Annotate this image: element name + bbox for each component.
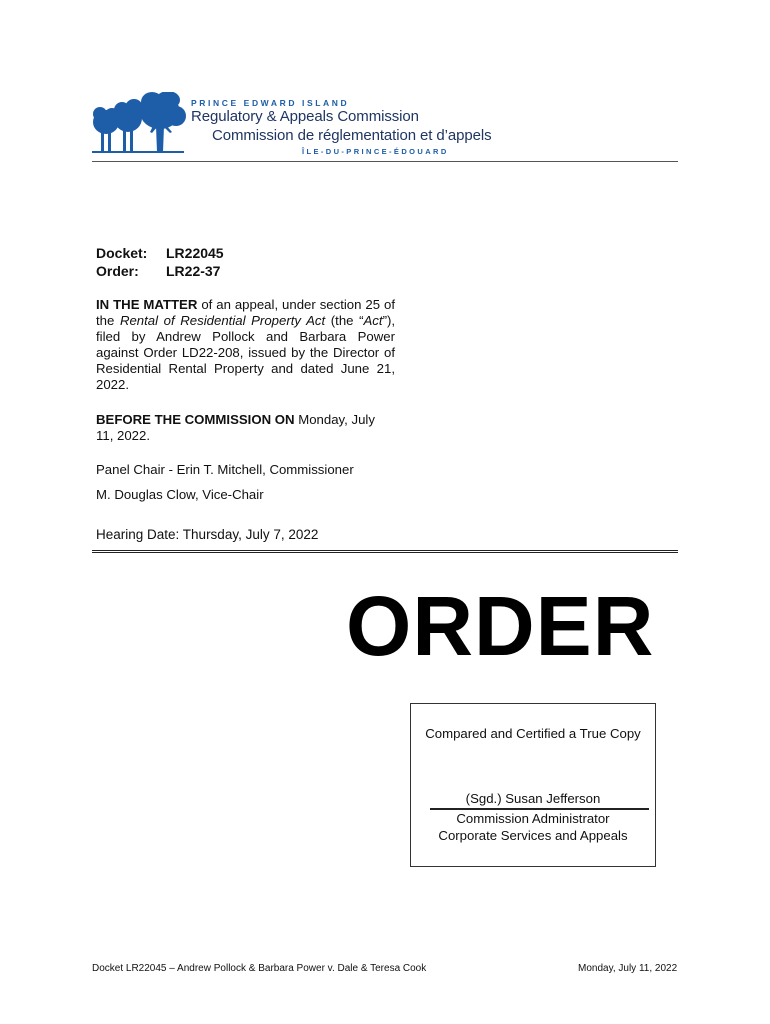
- order-label: Order:: [96, 263, 139, 279]
- certification-box: [410, 703, 656, 867]
- footer-date: Monday, July 11, 2022: [578, 963, 678, 974]
- docket-row: [96, 245, 224, 261]
- hearing-date: Hearing Date: Thursday, July 7, 2022: [96, 527, 319, 542]
- org-bottom-label: ÎLE-DU-PRINCE-ÉDOUARD: [302, 147, 449, 156]
- org-name-english: Regulatory & Appeals Commission: [191, 108, 419, 125]
- order-title: ORDER: [346, 579, 655, 673]
- act-short-name: Act: [363, 313, 383, 328]
- certification-heading: Compared and Certified a True Copy: [425, 726, 641, 741]
- org-top-label: PRINCE EDWARD ISLAND: [191, 98, 350, 108]
- before-commission-paragraph: [96, 412, 395, 444]
- docket-number: LR22045: [166, 245, 224, 261]
- before-lead: BEFORE THE COMMISSION ON: [96, 412, 295, 427]
- signer-title: Commission Administrator: [456, 811, 610, 826]
- header-divider: [92, 161, 678, 162]
- docket-label: Docket:: [96, 245, 148, 261]
- vice-chair: M. Douglas Clow, Vice-Chair: [96, 487, 264, 502]
- section-divider: [92, 550, 678, 553]
- signature-rule: [430, 808, 649, 810]
- matter-paragraph: [96, 297, 395, 393]
- act-name: Rental of Residential Property Act: [119, 313, 326, 328]
- before-date: Monday, July 11, 2022.: [96, 412, 375, 443]
- panel-chair: Panel Chair - Erin T. Mitchell, Commissioner: [96, 462, 354, 477]
- signature-line: (Sgd.) Susan Jefferson: [465, 791, 601, 806]
- matter-text-3: ”), filed by Andrew Pollock and Barbara Power against Order LD22-208, issued by the Director of Residential Rental Property and dated June 21, 2022.: [96, 313, 396, 392]
- signer-department: Corporate Services and Appeals: [438, 828, 628, 843]
- order-row: [96, 263, 220, 279]
- org-name-french: Commission de réglementation et d’appels: [212, 127, 492, 144]
- matter-lead: IN THE MATTER: [96, 297, 198, 312]
- footer-case-name: Docket LR22045 – Andrew Pollock & Barbara Power v. Dale & Teresa Cook: [92, 963, 427, 974]
- matter-text-2: (the “: [325, 313, 364, 328]
- matter-text-1: of an appeal, under section 25 of the: [96, 297, 395, 328]
- trees-logo-icon: [92, 92, 188, 156]
- order-number: LR22-37: [166, 263, 221, 279]
